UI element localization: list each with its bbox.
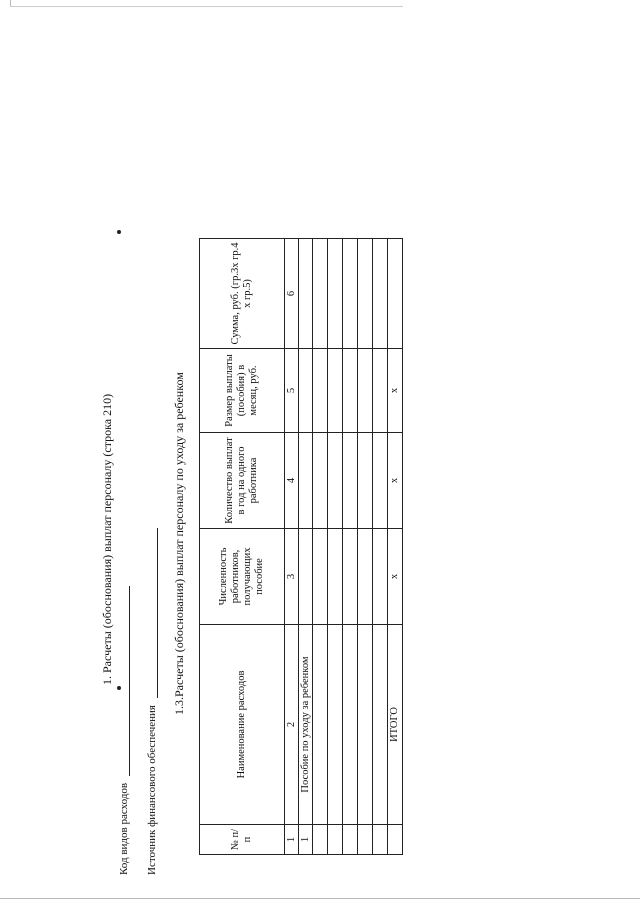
table-row-empty [313, 239, 328, 855]
table-row [299, 239, 313, 855]
header-cell: Сумма, руб. (гр.3х гр.4 х гр.5) [200, 239, 285, 349]
table-cell[interactable] [313, 239, 328, 349]
total-cell: х [388, 529, 403, 625]
header-cell: № п/п [200, 825, 285, 855]
table-cell[interactable] [328, 529, 343, 625]
table-cell [388, 825, 403, 855]
table-cell[interactable] [343, 625, 358, 825]
document-heading: 1. Расчеты (обоснования) выплат персоналу (строка 210) [100, 393, 114, 685]
table-cell[interactable] [328, 349, 343, 433]
header-cell: Численность работников, получающих пособие [200, 529, 285, 625]
header-cell: Размер выплаты (пособия) в месяц, руб. [200, 349, 285, 433]
expense-code-label: Код видов расходов [118, 782, 130, 875]
total-label: ИТОГО [388, 625, 403, 825]
table-row-empty [343, 239, 358, 855]
total-sum-cell[interactable] [388, 239, 403, 349]
table-cell[interactable] [328, 239, 343, 349]
table-cell[interactable] [373, 625, 388, 825]
table-cell[interactable] [373, 825, 388, 855]
table-cell[interactable] [358, 239, 373, 349]
table-cell[interactable] [313, 529, 328, 625]
table-cell[interactable] [373, 433, 388, 529]
table-cell[interactable] [373, 239, 388, 349]
table-cell[interactable] [358, 529, 373, 625]
calculation-table [199, 238, 403, 855]
expense-code-field [118, 586, 130, 875]
table-row-empty [358, 239, 373, 855]
table-row-empty [373, 239, 388, 855]
table-cell[interactable] [299, 433, 313, 529]
table-cell[interactable] [299, 529, 313, 625]
table-cell[interactable] [343, 825, 358, 855]
column-number: 2 [285, 625, 299, 825]
column-number: 4 [285, 433, 299, 529]
table-cell[interactable] [313, 433, 328, 529]
total-cell: х [388, 433, 403, 529]
table-cell[interactable] [328, 625, 343, 825]
row-number: 1 [299, 825, 313, 855]
table-cell[interactable] [343, 433, 358, 529]
table-cell[interactable] [343, 239, 358, 349]
scan-edge-line [0, 898, 640, 899]
rotated-document [100, 215, 400, 875]
header-cell: Наименование расходов [200, 625, 285, 825]
table-cell[interactable] [343, 529, 358, 625]
table-row-empty [328, 239, 343, 855]
table-cell[interactable] [358, 433, 373, 529]
expense-code-blank[interactable] [119, 586, 130, 776]
funding-source-blank[interactable] [147, 528, 158, 698]
table-cell[interactable] [299, 239, 313, 349]
column-number: 3 [285, 529, 299, 625]
table-cell[interactable] [373, 349, 388, 433]
table-cell[interactable] [328, 825, 343, 855]
column-number: 5 [285, 349, 299, 433]
table-cell[interactable] [343, 349, 358, 433]
table-cell[interactable] [358, 625, 373, 825]
table-cell[interactable] [373, 529, 388, 625]
table-cell[interactable] [328, 433, 343, 529]
total-row [388, 239, 403, 855]
column-number-row [285, 239, 299, 855]
header-cell: Количество выплат в год на одного работника [200, 433, 285, 529]
table-cell[interactable] [313, 825, 328, 855]
table-cell[interactable] [299, 349, 313, 433]
table-cell[interactable] [313, 625, 328, 825]
section-title: 1.3.Расчеты (обоснования) выплат персоналу по уходу за ребенком [172, 372, 186, 715]
table-cell[interactable] [358, 825, 373, 855]
page-edge [10, 0, 403, 7]
expense-name: Пособие по уходу за ребенком [299, 625, 313, 825]
total-cell: х [388, 349, 403, 433]
column-number: 1 [285, 825, 299, 855]
funding-source-label: Источник финансового обеспечения [146, 705, 158, 875]
table-cell[interactable] [358, 349, 373, 433]
column-number: 6 [285, 239, 299, 349]
funding-source-field [146, 528, 158, 875]
header-row [200, 239, 285, 855]
table-cell[interactable] [313, 349, 328, 433]
